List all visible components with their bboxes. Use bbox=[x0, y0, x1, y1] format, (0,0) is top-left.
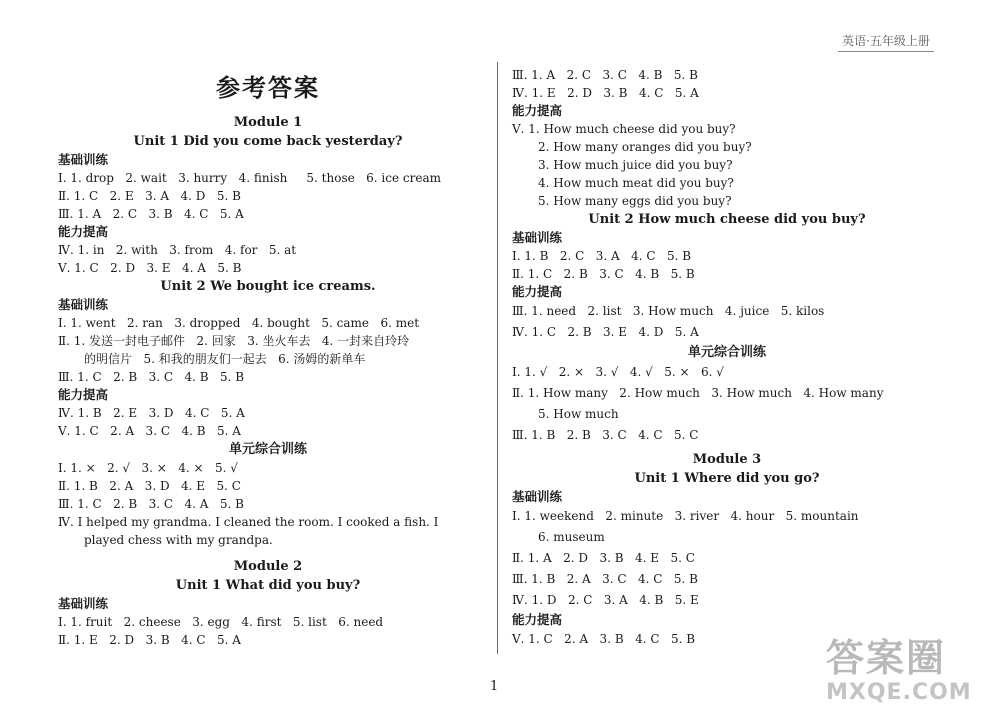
left-column bbox=[58, 62, 478, 649]
section-advanced: 能力提高 bbox=[58, 387, 109, 402]
answer-line: Ⅳ. 1. E 2. D 3. B 4. C 5. A bbox=[512, 86, 699, 100]
answer-line: Ⅰ. 1. went 2. ran 3. dropped 4. bought 5. came 6. met bbox=[58, 316, 420, 330]
section-advanced: 能力提高 bbox=[512, 284, 563, 299]
section-advanced: 能力提高 bbox=[58, 224, 109, 239]
watermark-en-text: MXQE.COM bbox=[826, 680, 972, 705]
m2-unit2-title: Unit 2 How much cheese did you buy? bbox=[588, 212, 866, 227]
answer-line: 2. How many oranges did you buy? bbox=[538, 140, 752, 154]
answer-line: 4. How much meat did you buy? bbox=[538, 176, 734, 190]
watermark-logo bbox=[826, 636, 996, 722]
m2-unit1-title: Unit 1 What did you buy? bbox=[175, 578, 361, 593]
answer-line: 的明信片 5. 和我的朋友们一起去 6. 汤姆的新单车 bbox=[84, 352, 366, 366]
answer-line: 6. museum bbox=[538, 530, 605, 544]
page-title: 参考答案 bbox=[216, 74, 320, 102]
module-2-title: Module 2 bbox=[233, 559, 303, 574]
answer-line: Ⅱ. 1. A 2. D 3. B 4. E 5. C bbox=[512, 551, 695, 565]
book-tag: 英语·五年级上册 bbox=[838, 32, 934, 52]
answer-line: Ⅴ. 1. C 2. A 3. B 4. C 5. B bbox=[512, 632, 696, 646]
answer-line: Ⅱ. 1. B 2. A 3. D 4. E 5. C bbox=[58, 479, 241, 493]
m2-review-title: 单元综合训练 bbox=[687, 345, 766, 360]
m1-review-title: 单元综合训练 bbox=[228, 442, 307, 457]
answer-line: Ⅰ. 1. × 2. √ 3. × 4. × 5. √ bbox=[58, 461, 238, 475]
column-divider bbox=[497, 62, 498, 654]
section-advanced: 能力提高 bbox=[512, 103, 563, 118]
answer-line: 3. How much juice did you buy? bbox=[538, 158, 733, 172]
section-basic: 基础训练 bbox=[512, 489, 563, 504]
answer-line: Ⅱ. 1. 发送一封电子邮件 2. 回家 3. 坐火车去 4. 一封来自玲玲 bbox=[58, 334, 410, 348]
answer-line: Ⅳ. I helped my grandma. I cleaned the room. I cooked a fish. I bbox=[58, 515, 439, 529]
answer-line: Ⅳ. 1. C 2. B 3. E 4. D 5. A bbox=[512, 325, 699, 339]
m1-unit1-title: Unit 1 Did you come back yesterday? bbox=[133, 134, 403, 149]
answer-line: Ⅱ. 1. E 2. D 3. B 4. C 5. A bbox=[58, 633, 241, 647]
answer-line: Ⅲ. 1. A 2. C 3. B 4. C 5. A bbox=[58, 207, 244, 221]
answer-line: Ⅴ. 1. How much cheese did you buy? bbox=[512, 122, 736, 136]
answer-line: Ⅳ. 1. in 2. with 3. from 4. for 5. at bbox=[58, 243, 297, 257]
answer-line: Ⅳ. 1. B 2. E 3. D 4. C 5. A bbox=[58, 406, 245, 420]
section-basic: 基础训练 bbox=[58, 152, 109, 167]
answer-line: Ⅰ. 1. fruit 2. cheese 3. egg 4. first 5. list 6. need bbox=[58, 615, 384, 629]
answer-line: Ⅴ. 1. C 2. D 3. E 4. A 5. B bbox=[58, 261, 242, 275]
right-column bbox=[512, 62, 942, 650]
answer-line: 5. How many eggs did you buy? bbox=[538, 194, 732, 208]
section-basic: 基础训练 bbox=[58, 297, 109, 312]
answer-line: Ⅲ. 1. A 2. C 3. C 4. B 5. B bbox=[512, 68, 698, 82]
section-basic: 基础训练 bbox=[512, 230, 563, 245]
answer-line: Ⅲ. 1. C 2. B 3. C 4. B 5. B bbox=[58, 370, 245, 384]
answer-line: Ⅰ. 1. √ 2. × 3. √ 4. √ 5. × 6. √ bbox=[512, 365, 724, 379]
answer-line: Ⅰ. 1. B 2. C 3. A 4. C 5. B bbox=[512, 249, 692, 263]
m3-unit1-title: Unit 1 Where did you go? bbox=[634, 471, 820, 486]
answer-line: Ⅱ. 1. How many 2. How much 3. How much 4. How many bbox=[512, 386, 884, 400]
answer-line: Ⅲ. 1. B 2. A 3. C 4. C 5. B bbox=[512, 572, 698, 586]
section-basic: 基础训练 bbox=[58, 596, 109, 611]
answer-line: Ⅲ. 1. need 2. list 3. How much 4. juice 5. kilos bbox=[512, 304, 825, 318]
answer-line: Ⅲ. 1. B 2. B 3. C 4. C 5. C bbox=[512, 428, 699, 442]
module-3-title: Module 3 bbox=[692, 452, 762, 467]
answer-line: 5. How much bbox=[538, 407, 619, 421]
watermark-cn-text: 答案圈 bbox=[826, 636, 947, 680]
page-number: 1 bbox=[490, 679, 499, 694]
answer-line: Ⅱ. 1. C 2. B 3. C 4. B 5. B bbox=[512, 267, 695, 281]
answer-line: Ⅲ. 1. C 2. B 3. C 4. A 5. B bbox=[58, 497, 244, 511]
answer-line: played chess with my grandpa. bbox=[84, 533, 273, 547]
answer-line: Ⅱ. 1. C 2. E 3. A 4. D 5. B bbox=[58, 189, 241, 203]
module-1-title: Module 1 bbox=[233, 115, 303, 130]
answer-line: Ⅳ. 1. D 2. C 3. A 4. B 5. E bbox=[512, 593, 699, 607]
m1-unit2-title: Unit 2 We bought ice creams. bbox=[160, 279, 376, 294]
answer-line: Ⅰ. 1. drop 2. wait 3. hurry 4. finish 5. those 6. ice cream bbox=[58, 171, 441, 185]
answer-line: Ⅴ. 1. C 2. A 3. C 4. B 5. A bbox=[58, 424, 241, 438]
answer-line: Ⅰ. 1. weekend 2. minute 3. river 4. hour 5. mountain bbox=[512, 509, 859, 523]
section-advanced: 能力提高 bbox=[512, 612, 563, 627]
